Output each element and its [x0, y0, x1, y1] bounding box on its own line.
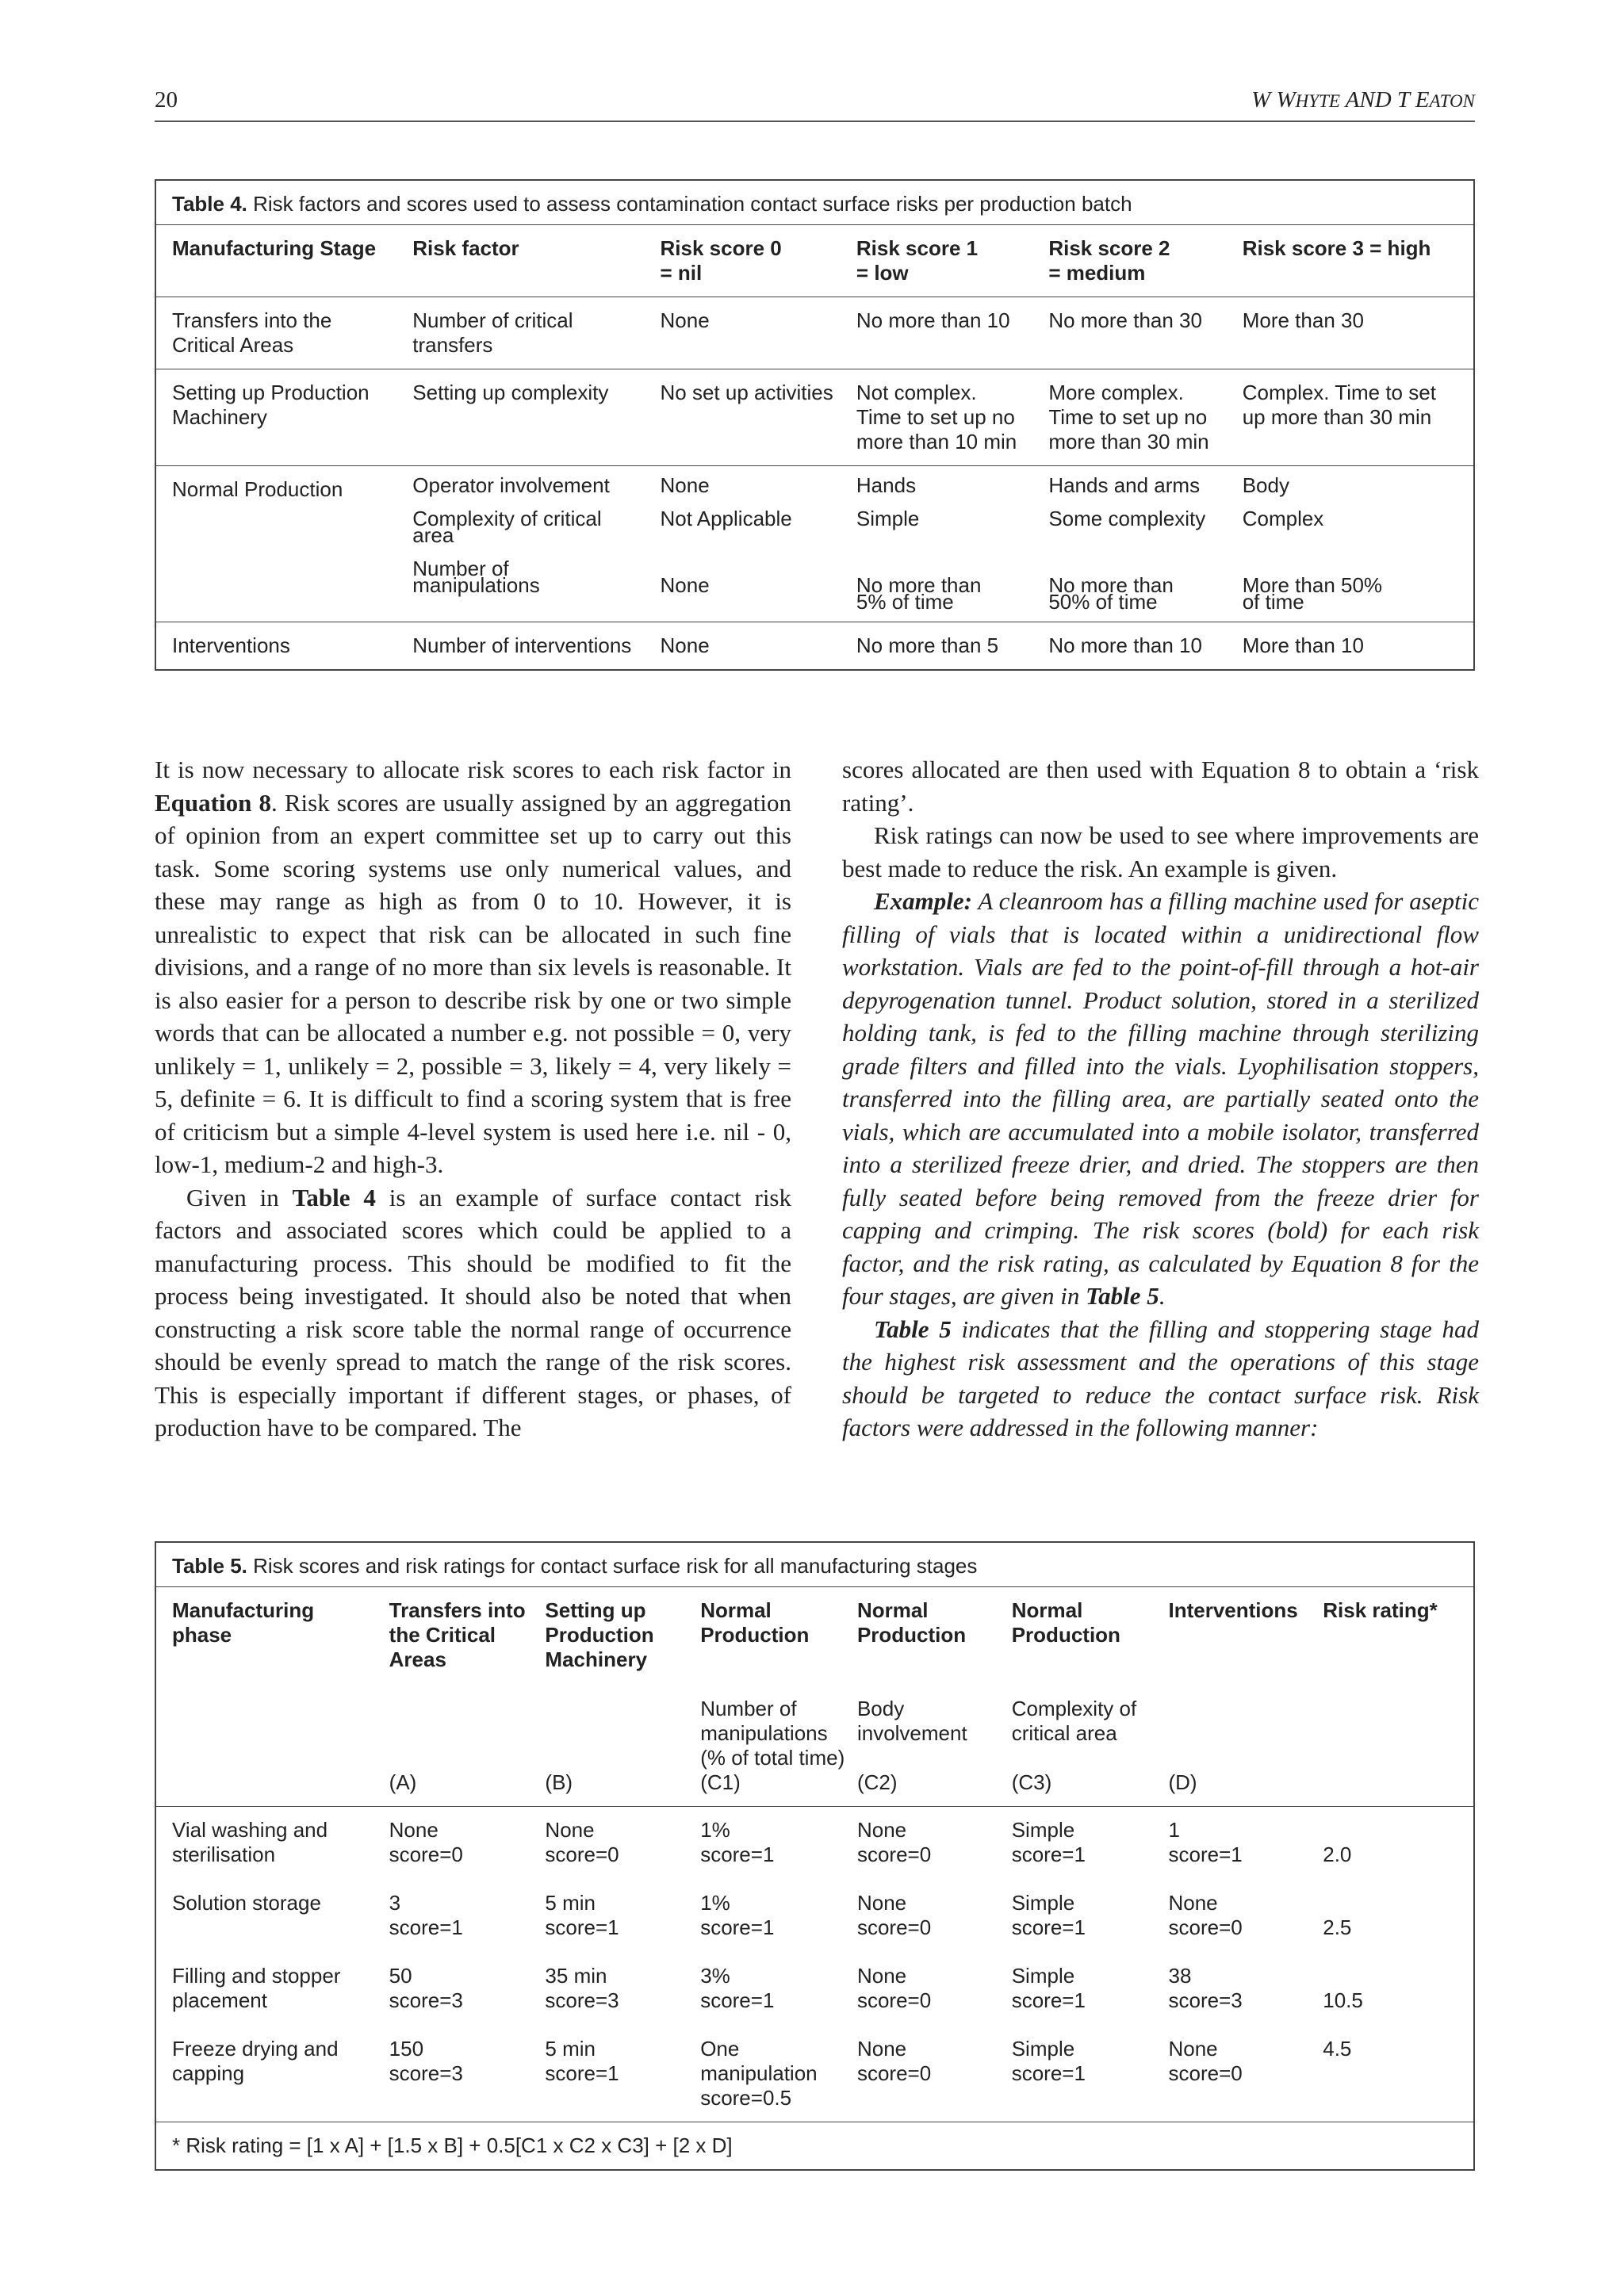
table-cell: No more than 10: [1048, 633, 1202, 657]
table-cell: 5 min score=1: [545, 1891, 619, 1939]
table-header-cell: Risk score 0 = nil: [660, 236, 782, 285]
paragraph: It is now necessary to allocate risk scores to each risk factor in Equation 8. Risk scores are usually assigned by an aggregation of opinion from an expert committee set up to carry out this task. Some scoring systems use only numerical values, and these may range as high as from 0 to 10. However, it is unrealistic to expect that risk can be allocated in such fine divisions, and a range of no more than six levels is reasonable. It is also easier for a person to describe risk by one or two simple words that can be allocated a number e.g. not possible = 0, very unlikely = 1, unlikely = 2, possible = 3, likely = 4, very likely = 5, definite = 6. It is difficult to find a scoring system that is free of criticism but a simple 4-level system is used here i.e. nil - 0, low-1, medium-2 and high-3.: [155, 756, 791, 1178]
table-header-cell: (C1): [700, 1770, 741, 1794]
table-row: [172, 1964, 1473, 2013]
table-header-cell: Normal Production: [856, 1598, 967, 1647]
table-cell: None score=0: [856, 2037, 932, 2085]
table-header-cell: Body involvement: [856, 1697, 967, 1745]
table-cell: Simple score=1: [1011, 1891, 1086, 1939]
table-row: [172, 1891, 1473, 1940]
page-number: 20: [155, 87, 178, 113]
table-cell: 3 score=1: [389, 1891, 463, 1939]
table-row: [156, 622, 1473, 669]
table-cell: None score=0: [856, 1891, 932, 1939]
table-cell: 1% score=1: [700, 1818, 775, 1866]
table-header-cell: Risk score 2 = medium: [1048, 236, 1170, 285]
page-header: [155, 86, 1475, 122]
table-cell: None score=0: [1168, 1891, 1243, 1939]
table-cell: Transfers into the Critical Areas: [172, 308, 332, 357]
table-cell: Simple score=1: [1011, 1818, 1086, 1866]
table-cell: Solution storage: [172, 1891, 321, 1915]
running-title: W WHYTE AND T EATON: [1251, 87, 1475, 113]
table-row: [172, 2037, 1473, 2110]
table-4: [155, 179, 1475, 671]
table-cell: Complex. Time to set up more than 30 min: [1242, 381, 1436, 429]
table-header-cell: [172, 1647, 389, 1770]
left-column-text: [155, 753, 791, 1445]
table-cell: 50 score=3: [389, 1964, 463, 2012]
table-5-subheader-row: [172, 1647, 1473, 1770]
table-cell: No set up activities: [660, 381, 833, 404]
table-header-cell: [545, 1647, 700, 1770]
table-header-cell: Normal Production: [1011, 1598, 1120, 1647]
right-column-text: [842, 753, 1479, 1445]
table-5-caption: Table 5. Risk scores and risk ratings for contact surface risk for all manufacturing stages: [156, 1543, 1473, 1587]
table-header-cell: (B): [545, 1770, 573, 1794]
table-cell: None score=0: [545, 1818, 619, 1866]
table-cell: Normal Production: [172, 477, 343, 501]
table-cell: 35 min score=3: [545, 1964, 619, 2012]
table-cell: More complex. Time to set up no more than 30 min: [1048, 381, 1209, 453]
table-cell: Vial washing and sterilisation: [172, 1818, 328, 1866]
table-header-cell: Risk score 3 = high: [1242, 236, 1431, 260]
table-header-cell: (C3): [1011, 1770, 1052, 1794]
table-cell: Hands Simple No more than 5% of time: [856, 473, 982, 614]
table-header-cell: (D): [1168, 1770, 1197, 1794]
table-cell: None score=0: [389, 1818, 463, 1866]
table-cell: 1 score=1: [1168, 1818, 1243, 1866]
table-cell: 1% score=1: [700, 1891, 775, 1939]
table-cell: 2.0: [1323, 1843, 1352, 1866]
table-cell: 5 min score=1: [545, 2037, 619, 2085]
table-4-caption: Table 4. Risk factors and scores used to assess contamination contact surface risks per production batch: [156, 181, 1473, 225]
table-cell: No more than 30: [1048, 308, 1202, 332]
table-header-cell: Normal Production: [700, 1598, 810, 1647]
table-cell: Setting up complexity: [412, 381, 609, 404]
table-cell: One manipulation score=0.5: [700, 2037, 818, 2110]
table-header-cell: Interventions: [1168, 1598, 1298, 1622]
paragraph: Example: A cleanroom has a filling machine used for aseptic filling of vials that is located within a unidirectional flow workstation. Vials are fed to the point-of-fill through a hot-air depyrogenation tunnel. Product solution, stored in a sterilized holding tank, is fed to the filling machine through sterilizing grade filters and filled into the vials. Lyophilisation stoppers, transferred into the filling area, are partially seated onto the vials, which are accumulated into a mobile isolator, transferred into a sterilized freeze drier, and dried. The stoppers are then fully seated before being removed from the freeze drier for capping and crimping. The risk scores (bold) for each risk factor, and the risk rating, as calculated by Equation 8 for the four stages, are given in Table 5.: [842, 887, 1479, 1310]
table-cell: None score=0: [856, 1818, 932, 1866]
table-cell: Filling and stopper placement: [172, 1964, 341, 2012]
table-cell: Simple score=1: [1011, 2037, 1086, 2085]
table-cell: Not complex. Time to set up no more than 10 min: [856, 381, 1017, 453]
table-header-cell: Transfers into the Critical Areas: [389, 1598, 526, 1671]
table-cell: 10.5: [1323, 1988, 1363, 2012]
table-header-cell: [1323, 1647, 1473, 1770]
table-cell: None score=0: [856, 1964, 932, 2012]
table-5-body: [156, 1807, 1473, 2122]
table-row: [156, 297, 1473, 369]
table-cell: Hands and arms Some complexity No more than 50% of time: [1048, 473, 1206, 614]
table-header-cell: Risk rating*: [1323, 1598, 1438, 1622]
table-cell: 2.5: [1323, 1915, 1352, 1939]
table-4-header-row: [156, 225, 1473, 297]
table-header-cell: (A): [389, 1770, 417, 1794]
table-cell: None: [660, 308, 710, 332]
table-row: [172, 1818, 1473, 1867]
table-cell: More than 10: [1242, 633, 1364, 657]
table-cell: Setting up Production Machinery: [172, 381, 370, 429]
table-5-code-row: [172, 1770, 1473, 1795]
table-cell: Number of interventions: [412, 633, 632, 657]
table-cell: More than 30: [1242, 308, 1364, 332]
table-cell: Body Complex More than 50% of time: [1242, 473, 1383, 614]
table-5: [155, 1541, 1475, 2171]
table-5-header: [156, 1587, 1473, 1807]
table-cell: Number of critical transfers: [412, 308, 573, 357]
table-row: [156, 369, 1473, 466]
table-header-cell: Number of manipulations (% of total time): [700, 1697, 845, 1770]
table-header-cell: [389, 1647, 546, 1770]
table-5-footnote: * Risk rating = [1 x A] + [1.5 x B] + 0.5[C1 x C2 x C3] + [2 x D]: [172, 2133, 733, 2157]
table-header-cell: Setting up Production Machinery: [545, 1598, 654, 1671]
paragraph: Given in Table 4 is an example of surface contact risk factors and associated scores which could be applied to a manufacturing process. This should be modified to fit the process being investigated. It should also be noted that when constructing a risk score table the normal range of occurrence should be evenly spread to match the range of the risk scores. This is especially important if different stages, or phases, of production have to be compared. The: [155, 1183, 791, 1441]
table-cell: 3% score=1: [700, 1964, 775, 2012]
table-cell: 150 score=3: [389, 2037, 463, 2085]
table-header-cell: [1168, 1647, 1323, 1770]
table-row: [156, 466, 1473, 622]
table-cell: None Not Applicable None: [660, 473, 792, 597]
table-cell: 38 score=3: [1168, 1964, 1243, 2012]
table-header-cell: [1323, 1770, 1473, 1795]
paragraph: Table 5 indicates that the filling and stoppering stage had the highest risk assessment and the operations of this stage should be targeted to reduce the contact surface risk. Risk factors were addressed in the following manner:: [842, 1314, 1479, 1441]
table-cell: Interventions: [172, 633, 290, 657]
table-cell: Operator involvement Complexity of critical area Number of manipulations: [412, 473, 610, 597]
paragraph: scores allocated are then used with Equation 8 to obtain a ‘risk rating’.: [842, 756, 1479, 817]
table-cell: No more than 10: [856, 308, 1010, 332]
table-header-cell: [172, 1770, 389, 1795]
table-header-cell: Manufacturing Stage: [172, 236, 377, 260]
table-cell: No more than 5: [856, 633, 999, 657]
paragraph: Risk ratings can now be used to see where improvements are best made to reduce the risk. An example is given.: [842, 821, 1479, 882]
table-header-cell: (C2): [856, 1770, 898, 1794]
table-header-cell: Risk score 1 = low: [856, 236, 979, 285]
table-header-cell: Complexity of critical area: [1011, 1697, 1137, 1745]
table-cell: None score=0: [1168, 2037, 1243, 2085]
table-header-cell: Manufacturing phase: [172, 1598, 315, 1647]
table-cell: Freeze drying and capping: [172, 2037, 339, 2085]
table-cell: None: [660, 633, 710, 657]
table-cell: 4.5: [1323, 2037, 1352, 2061]
table-cell: Simple score=1: [1011, 1964, 1086, 2012]
table-header-cell: Risk factor: [412, 236, 519, 260]
